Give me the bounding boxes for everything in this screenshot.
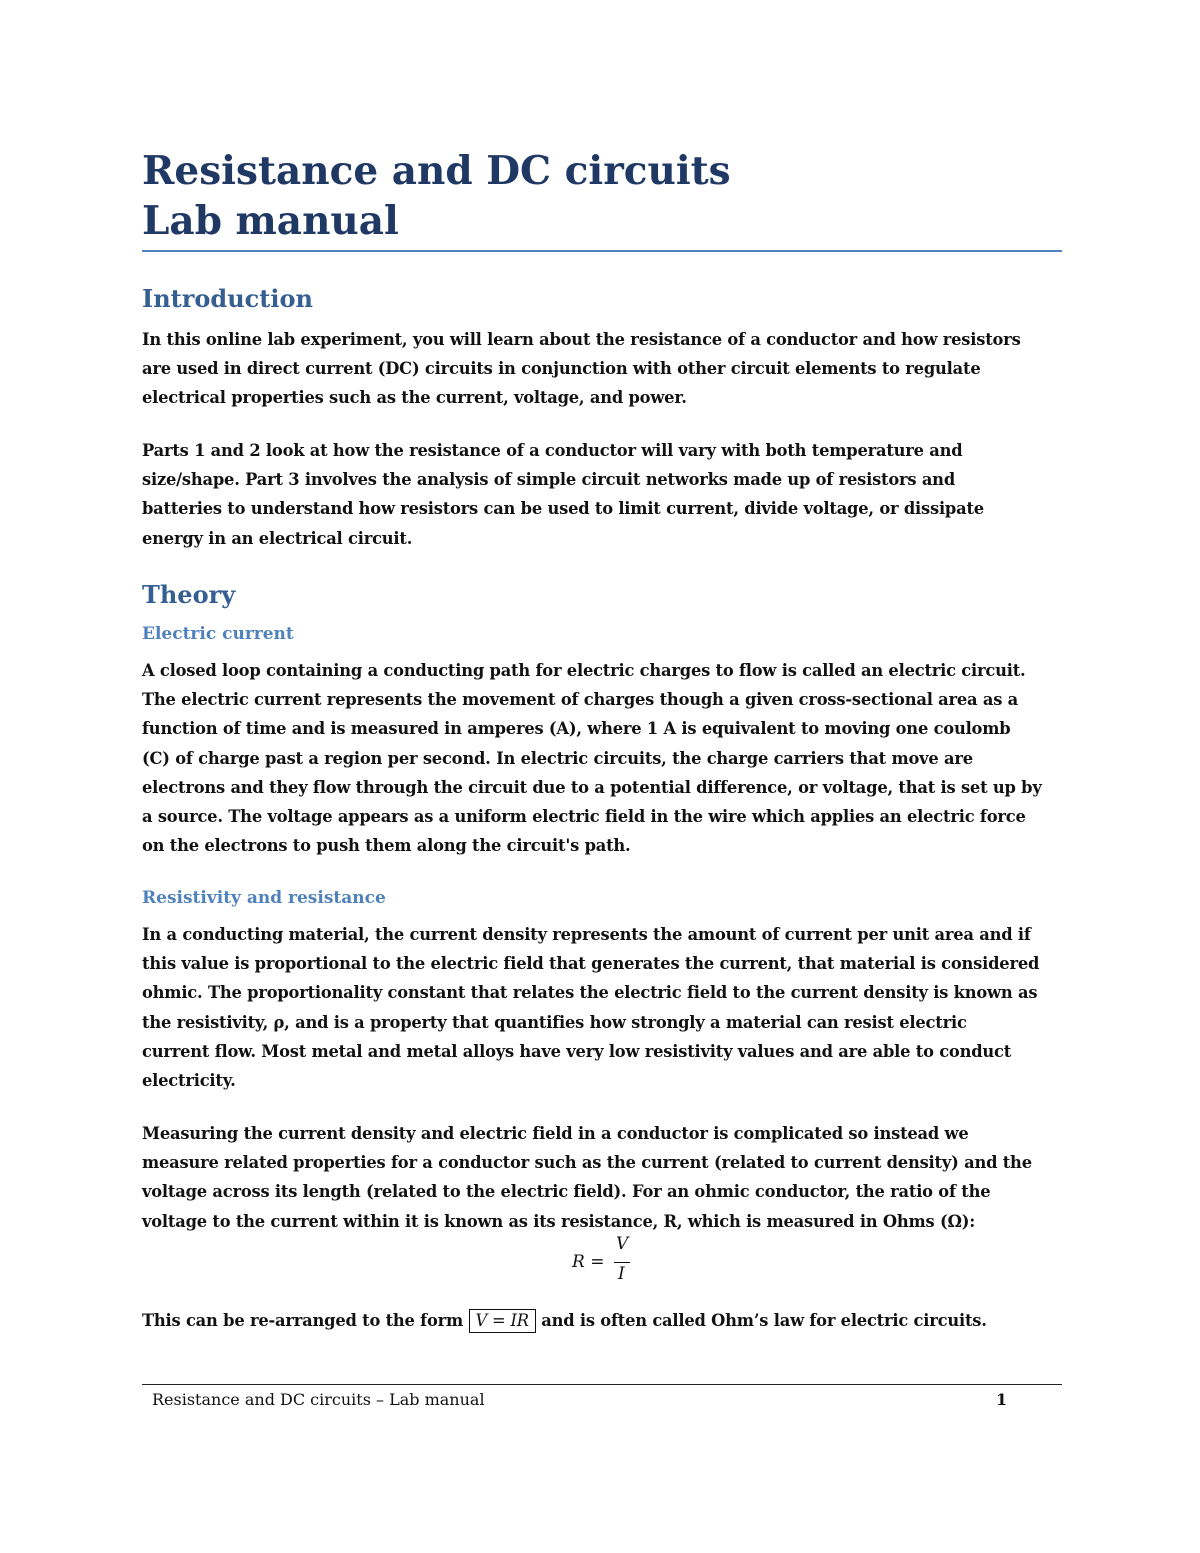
electric-current-heading: Electric current xyxy=(142,624,294,644)
text-line: (C) of charge past a region per second. In electric circuits, the charge carriers that move are xyxy=(142,748,973,768)
document-title xyxy=(142,146,1062,246)
footer-title: Resistance and DC circuits – Lab manual xyxy=(152,1390,485,1409)
ohms-law-text-before: This can be re-arranged to the form xyxy=(142,1311,469,1331)
text-line: function of time and is measured in amperes (A), where 1 A is equivalent to moving one coulomb xyxy=(142,719,1011,739)
text-line: A closed loop containing a conducting path for electric charges to flow is called an electric circuit. xyxy=(142,661,1026,680)
fraction-bar xyxy=(614,1262,630,1263)
resistivity-paragraph-1 xyxy=(142,920,1072,1095)
text-line: batteries to understand how resistors can be used to limit current, divide voltage, or dissipate xyxy=(142,499,984,519)
text-line: a source. The voltage appears as a uniform electric field in the wire which applies an electric force xyxy=(142,807,1026,827)
text-line: Measuring the current density and electric field in a conductor is complicated so instead we xyxy=(142,1124,969,1143)
text-line: are used in direct current (DC) circuits in conjunction with other circuit elements to regulate xyxy=(142,359,981,379)
title-line-2: Lab manual xyxy=(142,198,399,244)
ohms-law-boxed-formula: V = IR xyxy=(469,1309,536,1333)
text-line: In this online lab experiment, you will learn about the resistance of a conductor and how resistors xyxy=(142,330,1021,349)
text-line: voltage to the current within it is known as its resistance, R, which is measured in Ohms (Ω): xyxy=(142,1211,976,1231)
resistivity-paragraph-2 xyxy=(142,1119,1072,1236)
text-line: energy in an electrical circuit. xyxy=(142,528,413,548)
text-line: The electric current represents the movement of charges though a given cross-sectional area as a xyxy=(142,690,1018,710)
text-line: electrons and they flow through the circuit due to a potential difference, or voltage, that is set up by xyxy=(142,777,1042,797)
introduction-heading: Introduction xyxy=(142,284,313,313)
equation-lhs: R = xyxy=(572,1252,605,1272)
ohms-law-sentence xyxy=(142,1306,987,1335)
text-line: electrical properties such as the current, voltage, and power. xyxy=(142,388,687,408)
resistivity-heading: Resistivity and resistance xyxy=(142,888,386,908)
text-line: on the electrons to push them along the circuit's path. xyxy=(142,836,631,856)
equation-denominator: I xyxy=(618,1264,625,1284)
text-line: In a conducting material, the current density represents the amount of current per unit area and if xyxy=(142,925,1031,944)
electric-current-paragraph xyxy=(142,656,1072,860)
page-number: 1 xyxy=(996,1390,1008,1409)
resistance-equation xyxy=(570,1234,640,1290)
text-line: electricity. xyxy=(142,1071,236,1091)
text-line: measure related properties for a conductor such as the current (related to current density) and the xyxy=(142,1153,1032,1173)
introduction-paragraph-2 xyxy=(142,436,1072,553)
text-line: size/shape. Part 3 involves the analysis of simple circuit networks made up of resistors and xyxy=(142,470,956,490)
title-underline xyxy=(142,250,1062,252)
footer-rule xyxy=(142,1384,1062,1385)
equation-numerator: V xyxy=(616,1234,629,1254)
ohms-law-text-after: and is often called Ohm’s law for electric circuits. xyxy=(535,1311,987,1331)
text-line: ohmic. The proportionality constant that relates the electric field to the current density is known as xyxy=(142,983,1038,1003)
text-line: Parts 1 and 2 look at how the resistance of a conductor will vary with both temperature and xyxy=(142,441,963,460)
text-line: the resistivity, ρ, and is a property that quantifies how strongly a material can resist electric xyxy=(142,1012,967,1032)
text-line: current flow. Most metal and metal alloys have very low resistivity values and are able to conduct xyxy=(142,1041,1012,1061)
title-line-1: Resistance and DC circuits xyxy=(142,148,731,194)
text-line: voltage across its length (related to the electric field). For an ohmic conductor, the ratio of the xyxy=(142,1182,991,1202)
introduction-paragraph-1 xyxy=(142,325,1072,413)
text-line: this value is proportional to the electric field that generates the current, that material is considered xyxy=(142,954,1040,974)
theory-heading: Theory xyxy=(142,580,236,609)
